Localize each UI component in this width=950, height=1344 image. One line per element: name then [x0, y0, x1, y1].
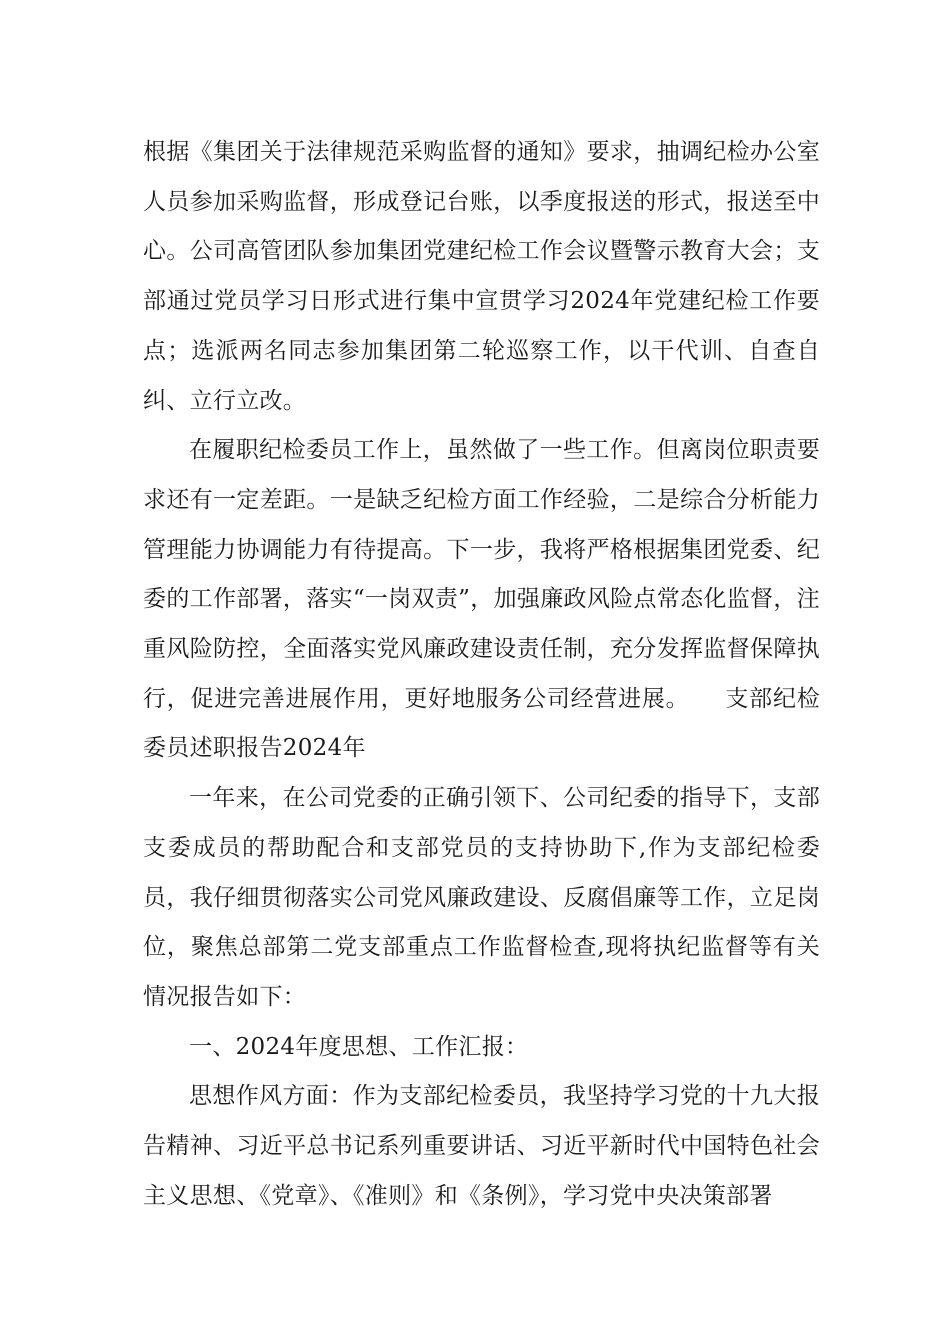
document-body	[143, 128, 820, 1221]
paragraph-annual-intro: 一年来，在公司党委的正确引领下、公司纪委的指导下，支部支委成员的帮助配合和支部党员的支持协助下,作为支部纪检委员，我仔细贯彻落实公司党风廉政建设、反腐倡廉等工作，立足岗位，聚焦总部第二党支部重点工作监督检查,现将执纪监督等有关情况报告如下：	[143, 785, 820, 1010]
paragraph-duty-reflection: 在履职纪检委员工作上，虽然做了一些工作。但离岗位职责要求还有一定差距。一是缺乏纪检方面工作经验，二是综合分析能力管理能力协调能力有待提高。下一步，我将严格根据集团党委、纪委的工作部署，落实“一岗双责”，加强廉政风险点常态化监督，注重风险防控，全面落实党风廉政建设责任制，充分发挥监督保障执行，促进完善进展作用，更好地服务公司经营进展。 支部纪检委员述职报告2024年	[143, 437, 820, 762]
section-heading-thought-work: 一、2024年度思想、工作汇报：	[189, 1033, 529, 1060]
paragraph-thought-style: 思想作风方面：作为支部纪检委员，我坚持学习党的十九大报告精神、习近平总书记系列重要讲话、习近平新时代中国特色社会主义思想、《党章》、《准则》和《条例》，学习党中央决策部署	[143, 1083, 820, 1209]
paragraph-procurement-supervision: 根据《集团关于法律规范采购监督的通知》要求，抽调纪检办公室人员参加采购监督，形成登记台账，以季度报送的形式，报送至中心。公司高管团队参加集团党建纪检工作会议暨警示教育大会；支部通过党员学习日形式进行集中宣贯学习2024年党建纪检工作要点；选派两名同志参加集团第二轮巡察工作，以干代训、自查自纠、立行立改。	[143, 139, 820, 414]
